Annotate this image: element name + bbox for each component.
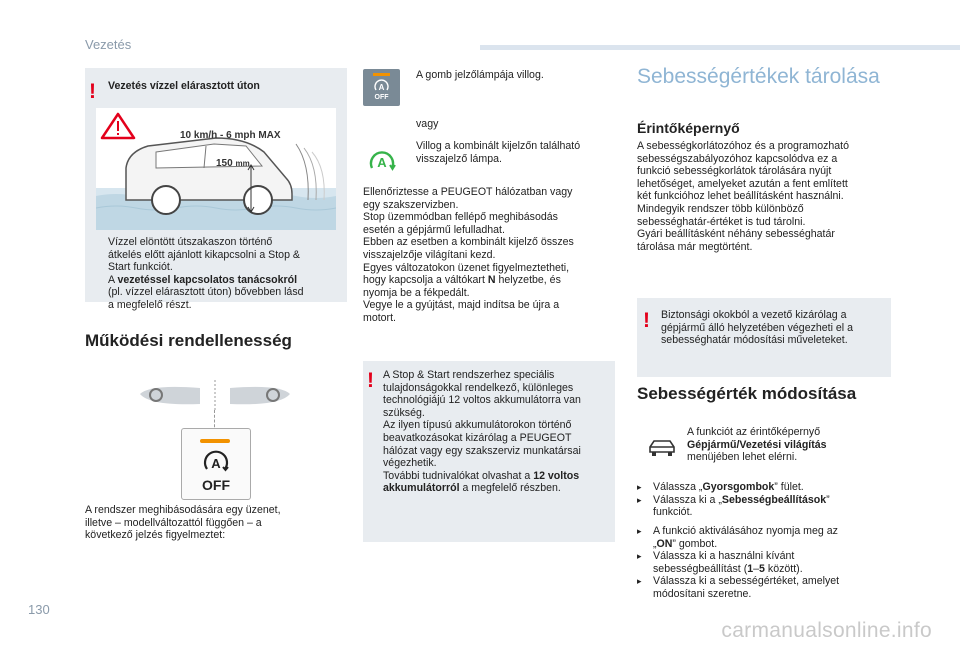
step-continuation — [637, 538, 897, 551]
steps-list-2 — [637, 525, 897, 601]
section-title: Vezetés — [85, 37, 132, 52]
text-line: a megfelelő részt. — [108, 298, 192, 311]
svg-text:A: A — [378, 83, 385, 92]
stop-start-button — [181, 428, 251, 500]
step-continuation — [637, 563, 897, 576]
text-line: esetén a gépjármű lefulladhat. — [363, 223, 505, 236]
touchscreen-heading: Érintőképernyő — [637, 120, 740, 136]
text-line: Gyári beállításként néhány sebességhatár — [637, 228, 835, 241]
battery-warning-text — [383, 369, 613, 495]
touchscreen-text — [637, 140, 897, 253]
text-line: Ellenőriztesse a PEUGEOT hálózatban vagy — [363, 186, 573, 198]
text-span: hogy kapcsolja a váltókart — [363, 274, 488, 287]
text-line: sebességszabályozóhoz kapcsolódva ez a — [637, 152, 838, 165]
text-line: motort. — [363, 311, 396, 324]
text-span: Válassza ki a sebességértéket, amelyet — [653, 575, 840, 588]
malfunction-heading: Működési rendellenesség — [85, 331, 292, 350]
text-line: hálózat vagy egy szakszerviz munkatársai — [383, 444, 581, 457]
step — [637, 575, 897, 588]
text-line: illetve – modellváltozattól függően – a — [85, 516, 262, 529]
text-line: nyomja be a fékpedált. — [363, 286, 470, 299]
svg-text:A: A — [377, 155, 387, 170]
text-line: beavatkozásokat kizárólag a PEUGEOT — [383, 431, 572, 444]
step-continuation — [637, 588, 897, 601]
water-depth-label — [216, 158, 250, 169]
malfunction-text — [85, 504, 345, 542]
text-line: Vegye le a gyújtást, majd indítsa be újra a — [363, 299, 560, 312]
menu-path: Gépjármű/Vezetési világítás — [687, 438, 827, 451]
text-line: Start funkciót. — [108, 261, 173, 274]
text-span: ” gombot. — [672, 537, 718, 550]
button-indicator-icon — [363, 69, 400, 106]
step-continuation — [637, 506, 897, 519]
button-led — [200, 439, 230, 443]
water-depth-unit: mm — [235, 159, 250, 168]
text-line: menüjében lehet elérni. — [687, 451, 798, 464]
text-line: tárolása már megtörtént. — [637, 240, 753, 253]
text-line: A Stop & Start rendszerhez speciális — [383, 369, 555, 381]
step — [637, 525, 897, 538]
text-line — [363, 274, 613, 287]
page-number: 130 — [28, 602, 50, 617]
text-line: A funkciót az érintőképernyő — [687, 426, 821, 438]
range-start: 1 — [747, 562, 754, 575]
text-span: A funkció aktiválásához nyomja meg az — [653, 525, 838, 537]
text-span: Válassza ki a használni kívánt — [653, 550, 795, 563]
text-line: Vízzel elöntött útszakaszon történő — [108, 236, 273, 248]
battery-ref: 12 voltos — [533, 469, 580, 482]
speed-storage-title: Sebességértékek tárolása — [637, 65, 880, 88]
text-line: A rendszer meghibásodására egy üzenet, — [85, 504, 281, 516]
on-button-label: ON — [656, 537, 673, 550]
flooded-car-figure — [96, 108, 336, 230]
safety-warning-text — [661, 309, 889, 347]
text-span: a megfelelő részben. — [459, 482, 561, 495]
text-span: funkciót. — [653, 506, 693, 519]
text-line: Egyes változatokon üzenet figyelmeztetheti, — [363, 261, 570, 274]
svg-text:A: A — [211, 456, 221, 471]
combi-warning-lamp-icon — [368, 148, 396, 172]
flood-illustration — [96, 108, 336, 230]
text-line: Biztonsági okokból a vezető kizárólag a — [661, 309, 847, 321]
car-menu-text — [687, 426, 897, 464]
button-off-label: OFF — [202, 477, 230, 493]
speed-modify-heading: Sebességérték módosítása — [637, 384, 857, 403]
speed-limit-label: 10 km/h - 6 mph MAX — [180, 130, 281, 141]
steps-list-1 — [637, 481, 897, 519]
text-line: átkelés előtt ajánlott kikapcsolni a Stop & — [108, 248, 300, 261]
text-line — [383, 470, 613, 483]
warning-icon: ! — [643, 309, 650, 332]
battery-warning-box — [363, 361, 615, 542]
text-span: helyzetbe, és — [495, 274, 561, 287]
step — [637, 494, 897, 507]
step-bold: Sebességbeállítások — [721, 493, 827, 506]
text-line: egy szakszervizben. — [363, 198, 459, 211]
step — [637, 550, 897, 563]
text-span: „ — [653, 537, 657, 550]
text-line: végezhetik. — [383, 457, 437, 470]
text-line: visszajelzője világítani kezd. — [363, 248, 496, 261]
watermark: carmanualsonline.info — [721, 619, 932, 642]
auto-a-icon-small — [373, 78, 390, 94]
text-line: Stop üzemmódban fellépő meghibásodás — [363, 211, 558, 224]
icon-off-label: OFF — [374, 94, 389, 101]
step — [637, 481, 897, 494]
text-line — [383, 482, 613, 495]
text-span: – — [753, 562, 760, 575]
text-span: ” — [826, 493, 830, 506]
text-line: sebességhatár módosítási műveleteket. — [661, 334, 848, 347]
combi-lamp-text — [416, 140, 580, 165]
text-line: funkció sebességkorlátok tárolására nyújt — [637, 165, 832, 178]
flood-warning-title: Vezetés vízzel elárasztott úton — [108, 80, 260, 92]
text-line: A sebességkorlátozóhoz és a programozható — [637, 140, 850, 152]
warning-icon: ! — [89, 80, 96, 103]
text-line: gépjármű álló helyzetében végezheti el a — [661, 321, 853, 334]
text-line: Az ilyen típusú akkumulátorokon történő — [383, 419, 572, 432]
flood-warning-box — [85, 68, 347, 311]
flood-warning-text — [108, 236, 344, 312]
lamp-blink-text: A gomb jelzőlámpája villog. — [416, 69, 544, 81]
text-line: következő jelzés figyelmeztet: — [85, 529, 226, 542]
malfunction-instructions — [363, 186, 613, 325]
car-icon — [647, 437, 677, 459]
text-span: módosítani szeretne. — [653, 587, 752, 600]
text-span: A — [108, 273, 118, 286]
range-end: 5 — [759, 562, 765, 575]
safety-warning-box — [637, 298, 891, 377]
auto-a-icon — [202, 449, 230, 477]
text-line: lehetőséget, amelyeket azután a fent említett — [637, 177, 848, 190]
text-span: ” fület. — [774, 481, 804, 493]
driving-advice-ref: vezetéssel kapcsolatos tanácsokról — [117, 273, 298, 286]
text-line: két funkcióhoz lehet beállításként használni. — [637, 190, 844, 203]
text-line: technológiájú 12 voltos akkumulátorra van — [383, 394, 581, 407]
text-line — [108, 274, 344, 287]
text-line: visszajelző lámpa. — [416, 152, 502, 165]
text-span: között). — [764, 562, 803, 575]
text-span: sebességbeállítást ( — [653, 562, 748, 575]
water-depth-value: 150 — [216, 158, 233, 169]
text-span: Válassza „ — [653, 481, 703, 493]
gear-neutral: N — [487, 274, 496, 287]
text-line: szükség. — [383, 406, 425, 419]
text-line: sebességhatár-értéket is tud tárolni. — [637, 215, 806, 228]
dashboard-illustration — [140, 380, 290, 410]
text-line: Ebben az esetben a kombinált kijelző összes — [363, 236, 574, 249]
warning-icon: ! — [367, 369, 374, 392]
battery-ref-2: akkumulátorról — [383, 482, 460, 495]
step-bold: Gyorsgombok — [702, 481, 775, 493]
icon-led — [373, 73, 390, 76]
text-span: További tudnivalókat olvashat a — [383, 469, 534, 482]
or-text: vagy — [416, 118, 439, 130]
text-line: tulajdonságokkal rendelkező, különleges — [383, 381, 574, 394]
header-bar — [480, 45, 960, 50]
text-line: Mindegyik rendszer több különböző — [637, 202, 804, 215]
text-line: Villog a kombinált kijelzőn található — [416, 140, 581, 152]
text-line: (pl. vízzel elárasztott úton) bővebben lásd — [108, 286, 304, 299]
text-span: Válassza ki a „ — [653, 493, 722, 506]
